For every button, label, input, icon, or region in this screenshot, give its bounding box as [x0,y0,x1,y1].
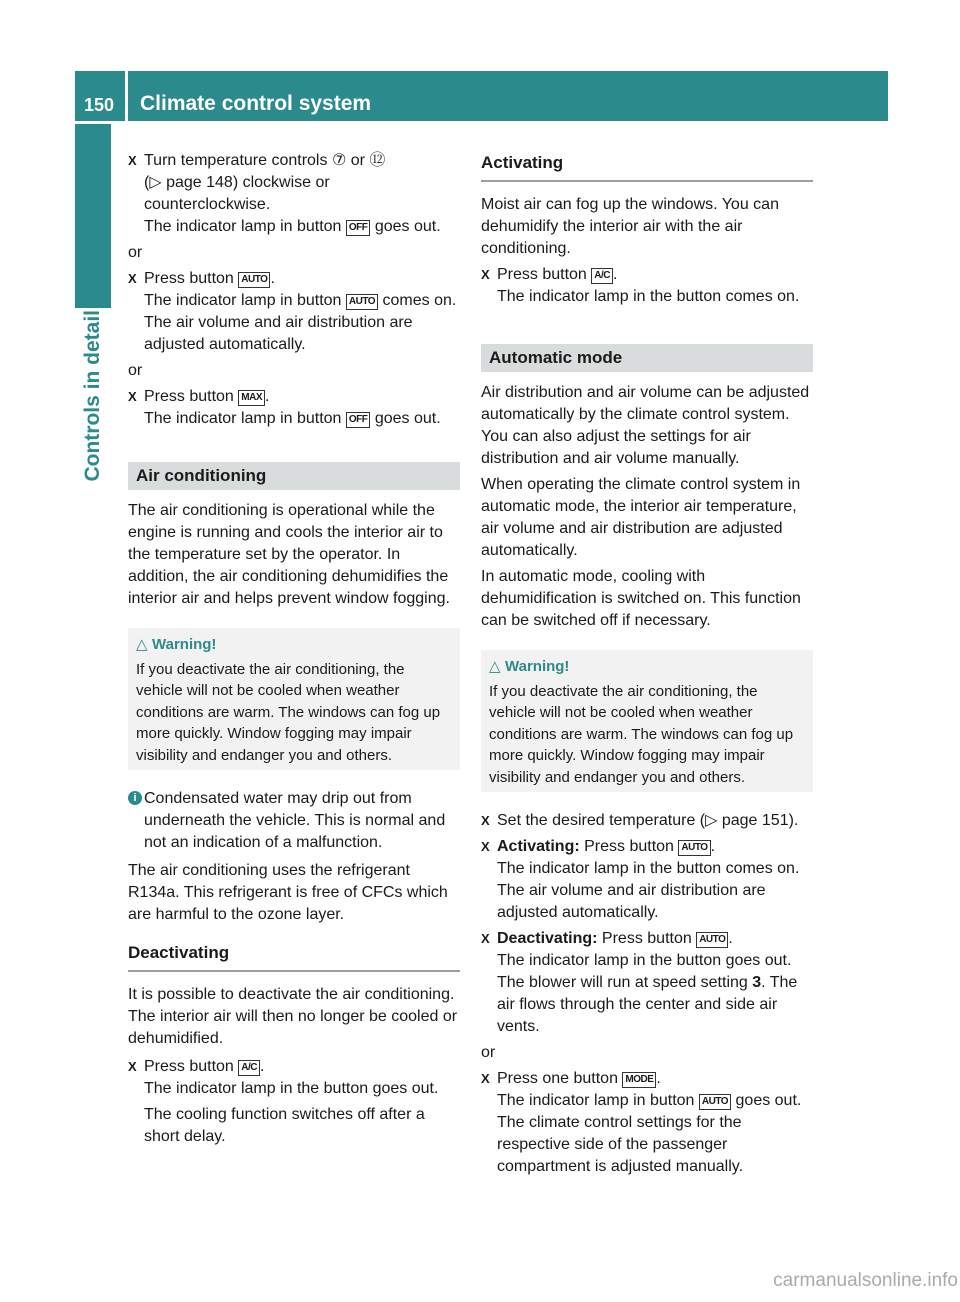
paragraph: Air distribution and air volume can be adjusted automatically by the climate control system. You can also adjust the settings for air distribution and air volume manually. [481,384,810,467]
step-arrow-icon: X [481,839,490,854]
step-text: The indicator lamp in the button goes out. The blower will run at speed setting [497,952,792,991]
step-arrow-icon: X [128,389,137,404]
paragraph: The air conditioning is operational while the engine is running and cools the interior air to the temperature set by the operator. In addition, the air conditioning dehumidifies the interior air and helps prevent window fogging. [128,502,450,607]
warning-text: If you deactivate the air conditioning, the vehicle will not be cooled when weather conditions are warm. The windows can fog up more quickly. Window fogging may impair visibility and endanger you and others. [489,682,794,786]
step-arrow-icon: X [128,271,137,286]
step-press-ac-deactivate: X Press button A/C . The indicator lamp in the button goes out. The cooling function switches off after a short delay. [128,1056,460,1148]
auto-button-icon: AUTO [678,840,710,856]
warning-title-text: Warning! [505,658,570,675]
step-arrow-icon: X [481,813,490,828]
step-activating: X Activating: Press button AUTO . The indicator lamp in the button comes on. The air volume and air distribution are adjusted automatically. [481,838,800,921]
side-label-text: Controls in detail [81,310,104,482]
off-button-icon: OFF [346,412,371,428]
or-text: or [128,244,143,261]
or-text: or [481,1044,496,1061]
control-7-icon: ⑦ [331,152,347,169]
warning-triangle-icon: △ [136,636,148,653]
warning-title [136,634,452,656]
step-press-auto: X Press button AUTO . The indicator lamp in button AUTO comes on. The air volume and air distribution are adjusted automatically. [128,270,457,353]
step-text: (▷ page 148) clockwise or counterclockwise. [144,174,330,213]
ac-button-icon: A/C [238,1060,260,1076]
info-note [128,788,460,854]
step-text: The indicator lamp in the button comes on. [497,288,800,305]
side-label [75,310,111,510]
step-text: goes out. The climate control settings for the respective side of the passenger compartment is adjusted manually. [497,1092,802,1175]
step-set-temperature [481,810,813,832]
paragraph: It is possible to deactivate the air conditioning. The interior air will then no longer be cooled or dehumidified. [128,986,458,1047]
step-deactivating: X Deactivating: Press button AUTO . The indicator lamp in the button goes out. The blower will run at speed setting 3. The air flows through the center and side air vents. [481,930,798,1035]
subheading-deactivating: Deactivating [128,942,460,972]
step-text: The indicator lamp in button [497,1092,695,1109]
left-column [128,150,460,1152]
off-button-icon: OFF [346,220,371,236]
step-text: The indicator lamp in button [144,410,342,427]
page-number: 150 [84,95,115,115]
section-heading-automatic-mode: Automatic mode [481,344,813,372]
info-icon: i [128,791,142,805]
step-text: goes out. [374,218,441,235]
step-keyword: Activating: [497,838,580,855]
control-12-icon: ⑫ [369,152,386,169]
step-text: Set the desired temperature (▷ page 151). [497,812,799,829]
step-press-ac-activate: X Press button A/C . The indicator lamp in the button comes on. [481,266,800,305]
warning-title-text: Warning! [152,636,217,653]
auto-button-icon: AUTO [696,932,728,948]
chapter-title: Climate control system [140,92,372,115]
step-turn-temperature [128,150,460,238]
auto-button-icon: AUTO [699,1094,731,1110]
step-text: Press button [497,266,587,283]
header-divider [125,71,128,121]
paragraph: When operating the climate control system in automatic mode, the interior air temperature, air volume and air distribution are adjusted automatically. [481,476,801,559]
auto-button-icon: AUTO [346,294,378,310]
warning-triangle-icon: △ [489,658,501,675]
subheading-activating: Activating [481,152,813,182]
step-text: Press button [144,1058,234,1075]
step-text: Press button [144,270,234,287]
warning-box [481,650,813,792]
step-keyword: Deactivating: [497,930,598,947]
step-text: goes out. [374,410,441,427]
step-text: The indicator lamp in the button goes out. [144,1080,439,1097]
speed-setting: 3 [752,974,762,991]
section-heading-air-conditioning: Air conditioning [128,462,460,490]
mode-button-icon: MODE [622,1072,656,1088]
step-text: The indicator lamp in the button comes on. The air volume and air distribution are adjusted automatically. [497,860,800,921]
step-arrow-icon: X [481,1071,490,1086]
step-text: . The air flows through the center and side air vents. [497,974,798,1035]
watermark: carmanualsonline.info [773,1270,958,1291]
paragraph: Moist air can fog up the windows. You can dehumidify the interior air with the air conditioning. [481,196,779,257]
step-text: Press button [584,838,674,855]
auto-button-icon: AUTO [238,272,270,288]
step-arrow-icon: X [128,1059,137,1074]
step-arrow-icon: X [128,153,137,168]
step-text: Press one button [497,1070,618,1087]
step-text: The indicator lamp in button [144,218,342,235]
paragraph: The air conditioning uses the refrigerant R134a. This refrigerant is free of CFCs which are harmful to the ozone layer. [128,862,448,923]
step-text: The cooling function switches off after a short delay. [144,1106,425,1145]
side-tab [75,124,111,308]
step-text: Turn temperature controls [144,152,328,169]
step-arrow-icon: X [481,267,490,282]
step-text: or [350,152,365,169]
paragraph: In automatic mode, cooling with dehumidification is switched on. This function can be switched off if necessary. [481,568,801,629]
step-text: Press button [601,930,692,947]
step-text: The indicator lamp in button [144,292,342,309]
step-arrow-icon: X [481,931,490,946]
defrost-max-button-icon: MAX [238,390,265,406]
warning-box [128,628,460,770]
right-column [481,150,813,1182]
step-press-mode: X Press one button MODE . The indicator lamp in button AUTO goes out. The climate control settings for the respective side of the passenger compartment is adjusted manually. [481,1070,802,1175]
warning-title [489,656,805,678]
ac-button-icon: A/C [591,268,613,284]
note-text: Condensated water may drip out from underneath the vehicle. This is normal and not an indication of a malfunction. [144,790,446,851]
step-text: comes on. The air volume and air distribution are adjusted automatically. [144,292,457,353]
step-text: Press button [144,388,234,405]
warning-text: If you deactivate the air conditioning, the vehicle will not be cooled when weather conditions are warm. The windows can fog up more quickly. Window fogging may impair visibility and endanger you and others. [136,660,441,764]
or-text: or [128,362,143,379]
step-press-defrost: X Press button MAX . The indicator lamp in button OFF goes out. [128,388,441,427]
